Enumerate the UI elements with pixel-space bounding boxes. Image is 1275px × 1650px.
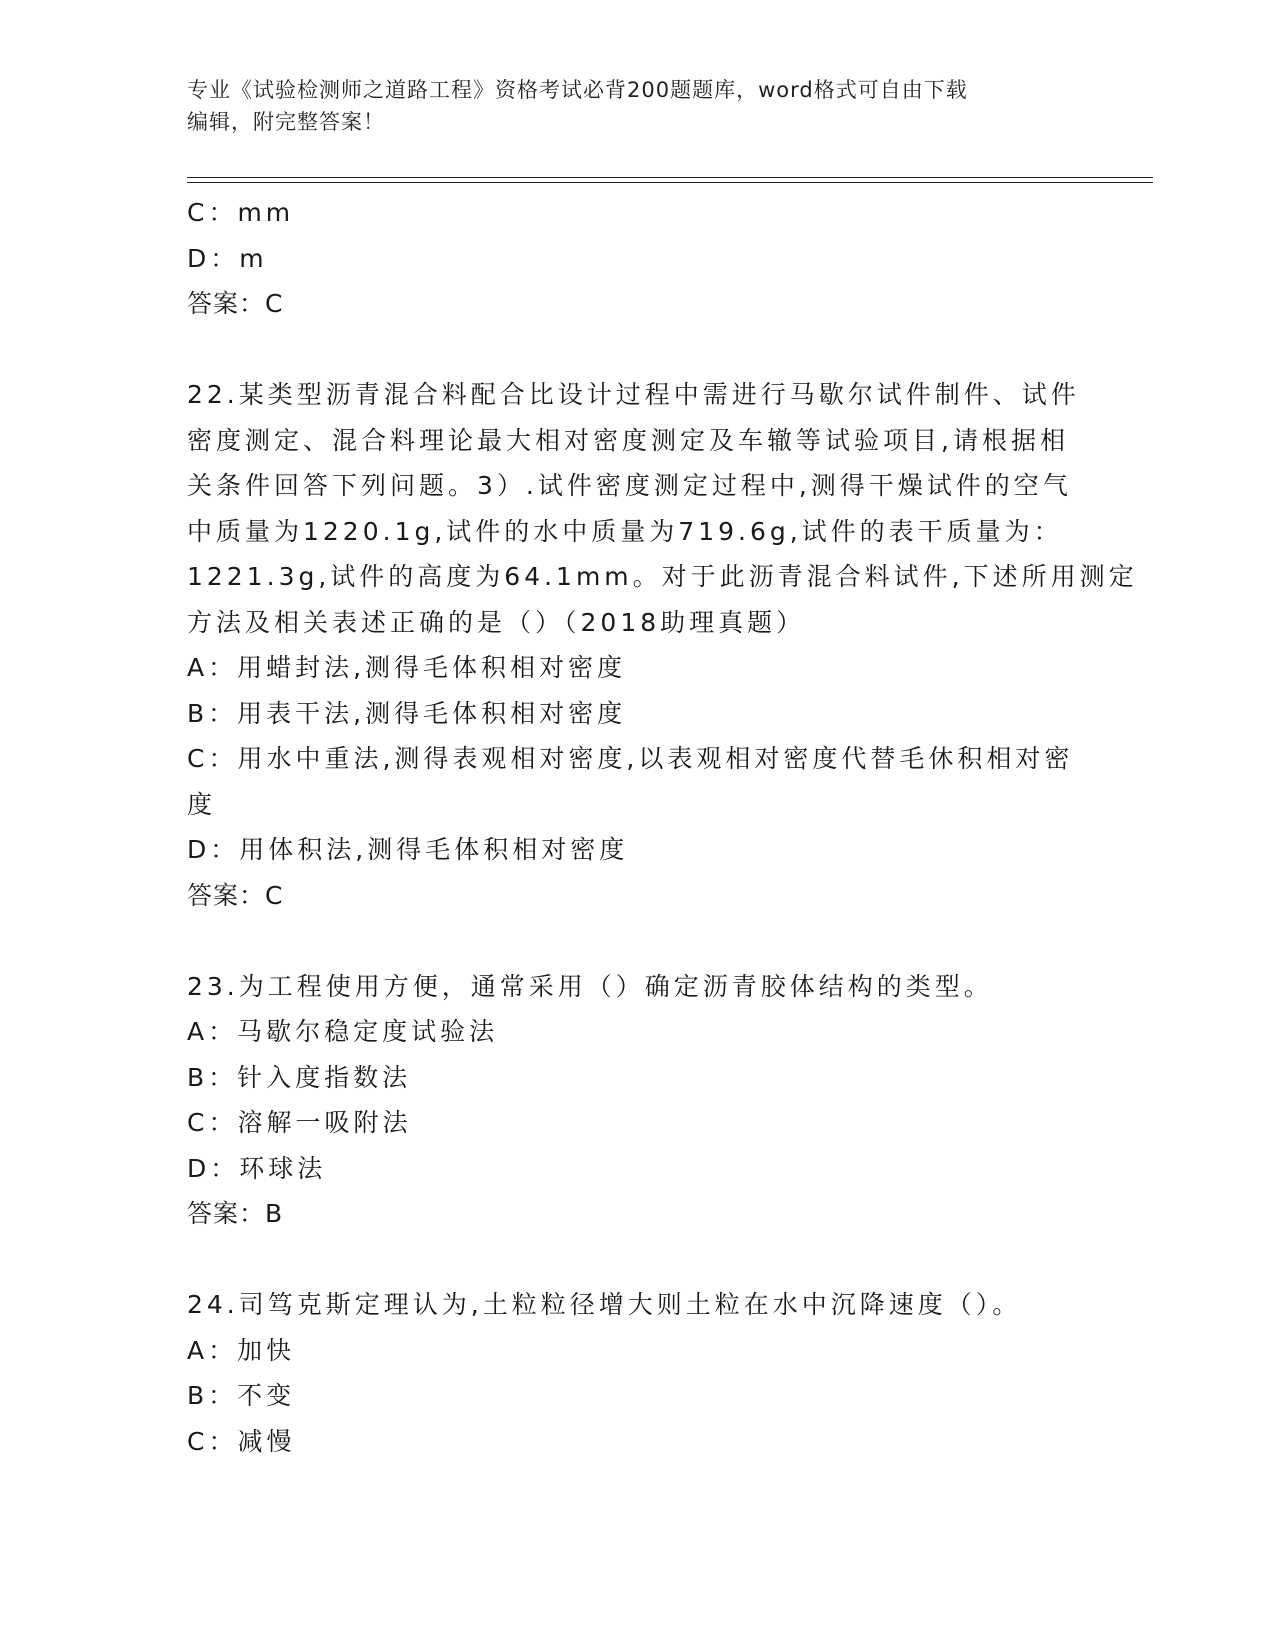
q24-option-b: B：不变 (187, 1381, 296, 1410)
q23-option-b: B：针入度指数法 (187, 1062, 412, 1092)
q23-answer: 答案：B (187, 1199, 284, 1228)
q22-option-d: D：用体积法,测得毛体积相对密度 (187, 835, 629, 864)
q23-option-c: C：溶解一吸附法 (187, 1108, 412, 1137)
q22-option-c-line-2: 度 (187, 789, 217, 819)
q22-option-b: B：用表干法,测得毛体积相对密度 (187, 698, 627, 728)
header-rule-bottom (187, 182, 1153, 183)
q21-answer: 答案：C (187, 289, 284, 318)
q22-stem-line-1: 22.某类型沥青混合料配合比设计过程中需进行马歇尔试件制件、试件 (187, 380, 1080, 409)
q24-option-a: A：加快 (187, 1335, 296, 1365)
q23-option-d: D：环球法 (187, 1153, 327, 1183)
q23-stem: 23.为工程使用方便，通常采用（）确定沥青胶体结构的类型。 (187, 971, 993, 1001)
q22-stem-line-6: 方法及相关表述正确的是（）（2018助理真题） (187, 607, 806, 637)
header-line-2: 编辑，附完整答案！ (187, 110, 385, 134)
q22-option-c-line-1: C：用水中重法,测得表观相对密度,以表观相对密度代替毛休积相对密 (187, 744, 1074, 773)
q24-option-c: C：减慢 (187, 1426, 296, 1456)
q22-stem-line-4: 中质量为1220.1g,试件的水中质量为719.6g,试件的表干质量为： (187, 516, 1063, 546)
q24-stem: 24.司笃克斯定理认为,土粒粒径增大则土粒在水中沉降速度（）。 (187, 1290, 1022, 1319)
q22-stem-line-5: 1221.3g,试件的高度为64.1mm。对于此沥青混合料试件,下述所用测定 (187, 562, 1138, 591)
q21-option-d: D：m (187, 243, 268, 273)
q22-stem-line-3: 关条件回答下列问题。3）.试件密度测定过程中,测得干燥试件的空气 (187, 471, 1072, 500)
header-rule-top (187, 177, 1153, 178)
q21-option-c: C：mm (187, 198, 295, 227)
q22-option-a: A：用蜡封法,测得毛体积相对密度 (187, 653, 627, 682)
q23-option-a: A：马歇尔稳定度试验法 (187, 1017, 499, 1046)
spacer (187, 1237, 1087, 1283)
spacer (187, 918, 1087, 964)
page-header (187, 74, 1087, 138)
q22-answer: 答案：C (187, 880, 284, 910)
header-line-1: 专业《试验检测师之道路工程》资格考试必背200题题库，word格式可自由下载 (187, 78, 968, 102)
q22-stem-line-2: 密度测定、混合料理论最大相对密度测定及车辙等试验项目,请根据相 (187, 425, 1069, 455)
spacer (187, 327, 1087, 373)
question-content (187, 190, 1138, 1464)
